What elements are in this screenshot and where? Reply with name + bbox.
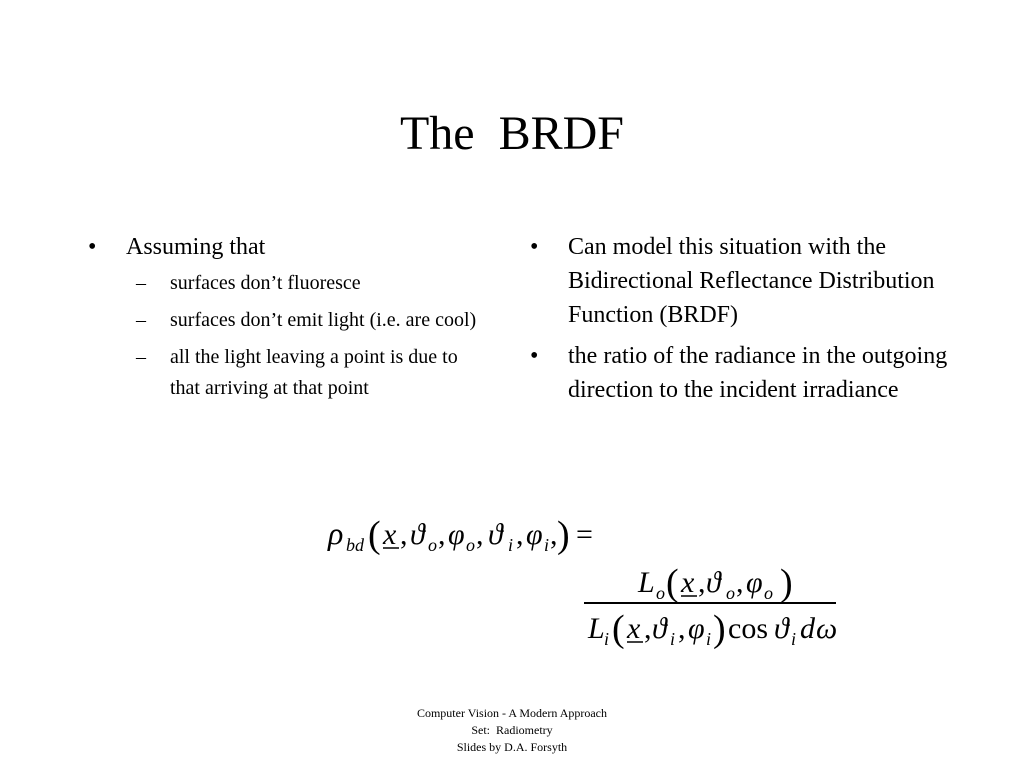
lhs-theta-o: ϑ — [410, 518, 425, 551]
bullet-text: the ratio of the radiance in the outgoing direction to the incident irradiance — [568, 343, 948, 403]
left-column — [88, 230, 488, 410]
den-x: x — [627, 612, 641, 645]
sub-item — [136, 342, 488, 404]
bullet-text: Assuming that — [126, 234, 266, 260]
lhs-theta-i: ϑ — [488, 518, 503, 551]
den-cos: cos — [728, 612, 768, 645]
dash-icon: – — [136, 272, 146, 294]
rho-subscript: bd — [346, 535, 364, 555]
lhs-comma-5: , — [550, 518, 558, 551]
footer-book-title: Computer Vision - A Modern Approach — [416, 706, 608, 720]
lhs-theta-o-sub: o — [428, 535, 437, 555]
lhs-phi-o-sub: o — [466, 535, 475, 555]
num-theta-o: ϑ — [706, 566, 721, 599]
lhs-comma-2: , — [438, 518, 446, 551]
den-comma-1: , — [644, 612, 652, 645]
rho-symbol: ρ — [328, 515, 344, 551]
num-right-paren: ) — [780, 562, 793, 604]
num-x: x — [681, 566, 695, 599]
sub-list — [136, 268, 488, 404]
den-right-paren: ) — [713, 608, 726, 650]
bullet-text: Can model this situation with the Bidirectional Reflectance Distribution Function (BRDF) — [568, 234, 935, 328]
den-phi-i-sub: i — [706, 629, 712, 649]
slide-footer — [0, 705, 1024, 756]
den-omega: ω — [816, 612, 838, 645]
formula-denominator — [587, 608, 837, 650]
bullet-assuming — [88, 230, 488, 264]
den-d: d — [800, 612, 815, 645]
den-theta-i-sub: i — [670, 629, 676, 649]
slide-title: The BRDF — [399, 107, 624, 160]
num-comma-1: , — [698, 566, 706, 599]
footer-author: Slides by D.A. Forsyth — [456, 740, 568, 754]
num-phi-o-sub: o — [764, 583, 773, 603]
den-theta-i-2-sub: i — [791, 629, 797, 649]
sub-item-text: surfaces don’t emit light (i.e. are cool) — [170, 309, 477, 331]
lhs-right-paren: ) — [557, 514, 570, 556]
den-theta-i: ϑ — [652, 612, 667, 645]
bullet-brdf-model — [530, 230, 950, 332]
sub-item-text: all the light leaving a point is due to that arriving at that point — [170, 346, 458, 399]
bullet-ratio — [530, 339, 950, 407]
den-left-paren: ( — [612, 608, 625, 650]
num-phi-o: φ — [746, 566, 763, 599]
den-L: L — [588, 612, 605, 645]
dash-icon: – — [136, 346, 146, 368]
equals-sign: = — [576, 518, 593, 551]
num-theta-o-sub: o — [726, 583, 735, 603]
formula-lhs — [327, 514, 593, 556]
lhs-left-paren: ( — [368, 514, 381, 556]
dash-icon: – — [136, 309, 146, 331]
bullet-icon: • — [88, 234, 97, 260]
lhs-phi-i: φ — [526, 518, 543, 551]
den-comma-2: , — [678, 612, 686, 645]
sub-item-text: surfaces don’t fluoresce — [170, 272, 361, 294]
right-column — [530, 230, 950, 414]
num-comma-2: , — [736, 566, 744, 599]
den-L-sub: i — [604, 629, 610, 649]
lhs-phi-i-sub: i — [544, 535, 550, 555]
num-L-sub: o — [656, 583, 665, 603]
footer-set-name: Set: Radiometry — [471, 723, 553, 737]
bullet-icon: • — [530, 343, 539, 369]
lhs-comma-1: , — [400, 518, 408, 551]
formula-numerator — [637, 562, 793, 604]
lhs-x: x — [383, 518, 397, 551]
bullet-icon: • — [530, 234, 539, 260]
lhs-comma-4: , — [516, 518, 524, 551]
den-theta-i-2: ϑ — [774, 612, 789, 645]
sub-item — [136, 305, 488, 336]
num-left-paren: ( — [666, 562, 679, 604]
num-L: L — [638, 566, 655, 599]
sub-item — [136, 268, 488, 299]
lhs-phi-o: φ — [448, 518, 465, 551]
lhs-comma-3: , — [476, 518, 484, 551]
den-phi-i: φ — [688, 612, 705, 645]
lhs-theta-i-sub: i — [508, 535, 514, 555]
